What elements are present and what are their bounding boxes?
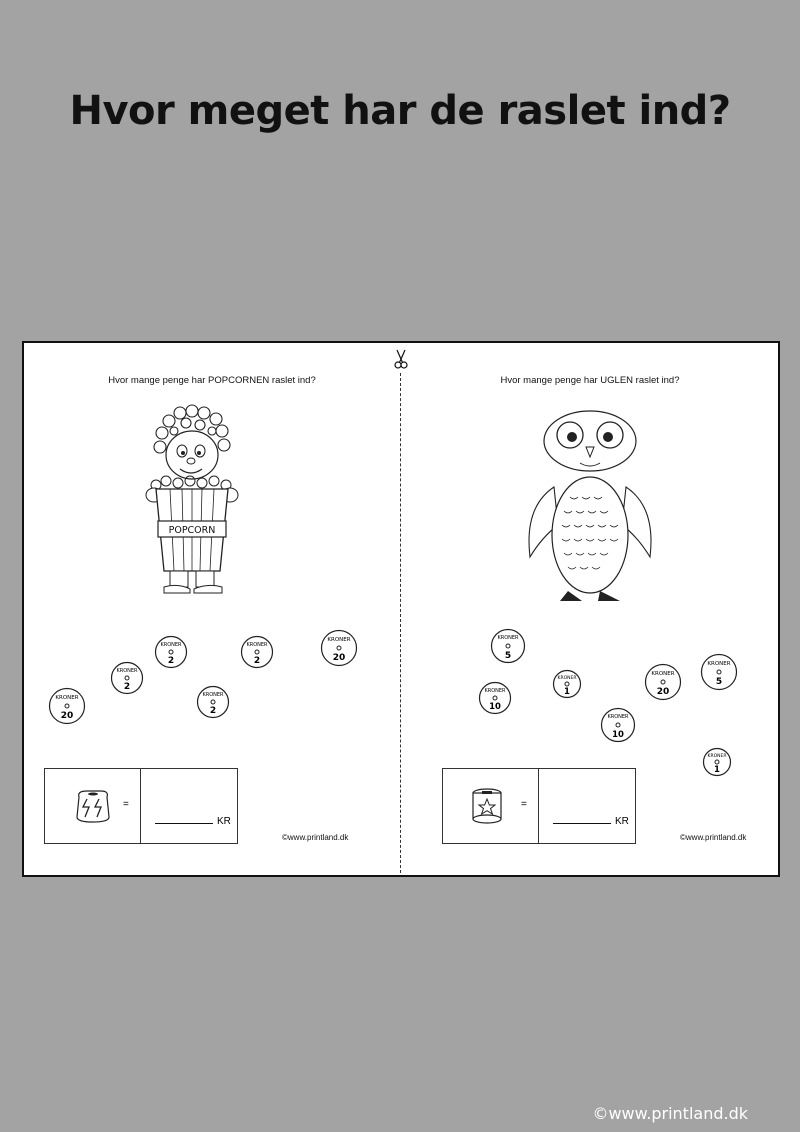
svg-text:KRONER: KRONER — [55, 695, 79, 701]
owl-panel — [402, 343, 778, 875]
svg-text:KRONER: KRONER — [707, 754, 727, 759]
question-text: Hvor mange penge har UGLEN raslet ind? — [500, 375, 680, 386]
svg-text:10: 10 — [489, 702, 501, 712]
lightning-piggy-bank-icon — [73, 787, 113, 825]
answer-blank[interactable] — [553, 823, 611, 824]
coin-20-kroner — [644, 663, 682, 701]
svg-text:KRONER: KRONER — [246, 642, 268, 648]
popcorn-character-icon — [134, 403, 254, 598]
coin-1-krone — [552, 669, 582, 699]
answer-blank[interactable] — [155, 823, 213, 824]
svg-text:1: 1 — [714, 765, 720, 775]
copyright-text: ©www.printland.dk — [282, 833, 349, 842]
equals-sign: = — [123, 799, 129, 810]
svg-text:KRONER: KRONER — [497, 635, 519, 641]
svg-text:20: 20 — [656, 687, 670, 697]
svg-text:20: 20 — [60, 711, 74, 721]
svg-text:2: 2 — [209, 706, 217, 716]
coin-10-kroner — [478, 681, 512, 715]
coin-1-krone — [702, 747, 732, 777]
currency-label: KR — [217, 816, 231, 827]
svg-text:10: 10 — [612, 730, 624, 740]
answer-box — [44, 768, 238, 844]
svg-text:KRONER: KRONER — [557, 676, 577, 681]
worksheet — [22, 341, 780, 877]
svg-text:20: 20 — [332, 653, 346, 663]
coin-20-kroner — [320, 629, 358, 667]
svg-text:5: 5 — [715, 677, 723, 687]
answer-box — [442, 768, 636, 844]
svg-text:KRONER: KRONER — [160, 642, 182, 648]
coin-5-kroner — [490, 628, 526, 664]
question-text: Hvor mange penge har POPCORNEN raslet ind? — [108, 375, 316, 386]
svg-text:KRONER: KRONER — [116, 668, 138, 674]
currency-label: KR — [615, 816, 629, 827]
coin-5-kroner — [700, 653, 738, 691]
star-piggy-bank-icon — [467, 785, 507, 825]
coin-2-kroner — [110, 661, 144, 695]
svg-text:2: 2 — [167, 656, 175, 666]
svg-text:KRONER: KRONER — [327, 637, 351, 643]
svg-text:KRONER: KRONER — [607, 714, 629, 720]
coin-2-kroner — [196, 685, 230, 719]
coin-20-kroner — [48, 687, 86, 725]
cut-line — [400, 373, 401, 873]
coin-2-kroner — [240, 635, 274, 669]
svg-text:KRONER: KRONER — [651, 671, 675, 677]
page-title: Hvor meget har de raslet ind? — [69, 88, 731, 134]
copyright-text: ©www.printland.dk — [680, 833, 747, 842]
svg-text:KRONER: KRONER — [707, 661, 731, 667]
svg-text:2: 2 — [253, 656, 261, 666]
svg-text:1: 1 — [564, 687, 570, 697]
svg-text:KRONER: KRONER — [484, 688, 506, 694]
coin-2-kroner — [154, 635, 188, 669]
equals-sign: = — [521, 799, 527, 810]
svg-text:2: 2 — [123, 682, 131, 692]
svg-text:5: 5 — [504, 651, 512, 661]
popcorn-box-label: POPCORN — [168, 525, 216, 536]
popcorn-panel — [24, 343, 400, 875]
svg-text:KRONER: KRONER — [202, 692, 224, 698]
owl-character-icon — [520, 407, 660, 607]
coin-10-kroner — [600, 707, 636, 743]
footer-copyright: ©www.printland.dk — [592, 1104, 748, 1123]
